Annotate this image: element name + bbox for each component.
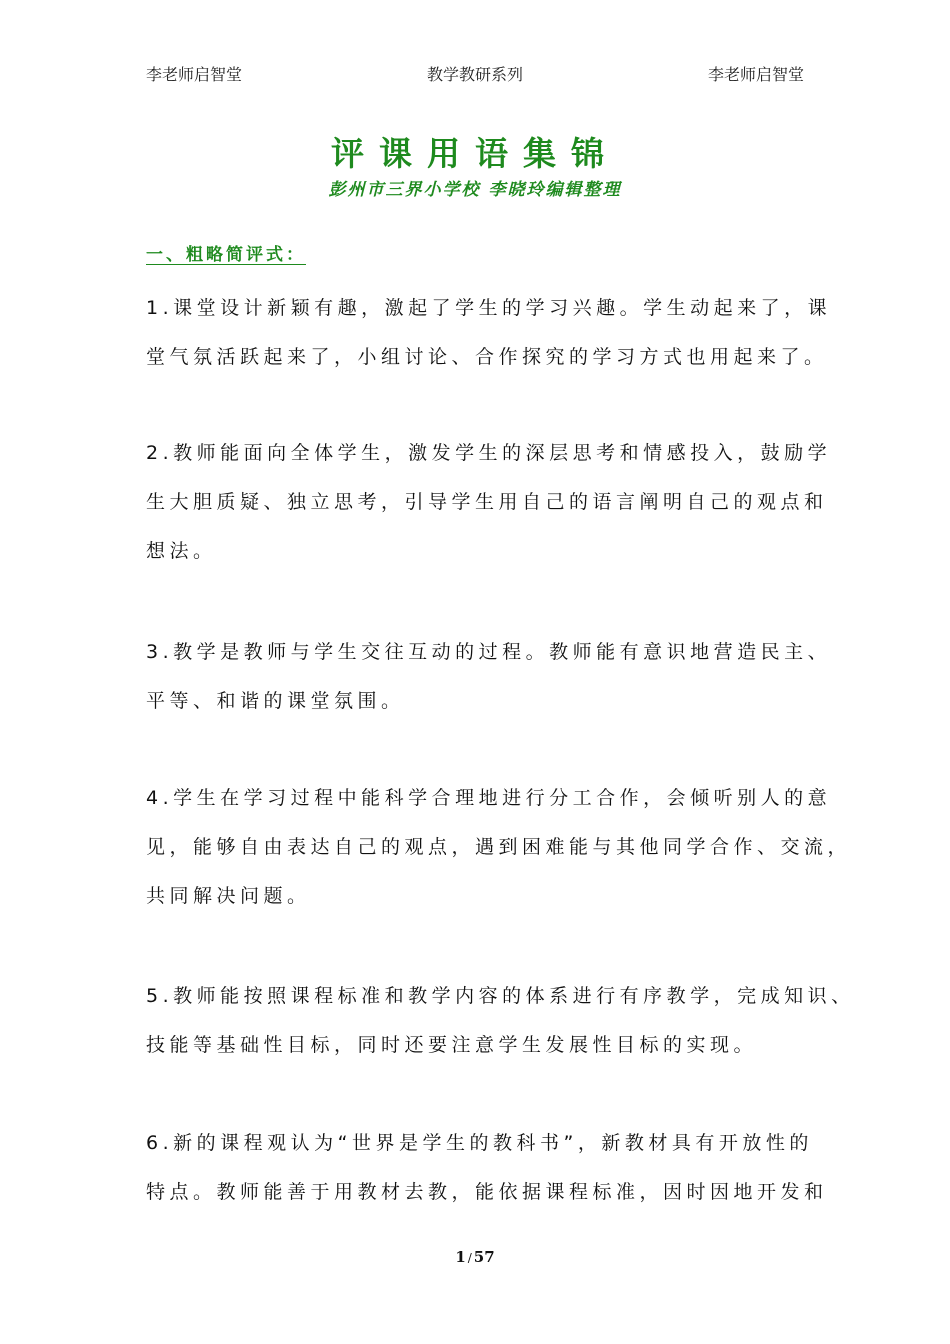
paragraph-4 bbox=[146, 774, 852, 921]
page-number bbox=[0, 1248, 950, 1266]
paragraph-line: 技能等基础性目标，同时还要注意学生发展性目标的实现。 bbox=[146, 1034, 758, 1056]
paragraph-line: 6.新的课程观认为“世界是学生的教科书”，新教材具有开放性的 bbox=[146, 1132, 813, 1154]
paragraph-line: 见，能够自由表达自己的观点，遇到困难能与其他同学合作、交流， bbox=[146, 836, 852, 858]
document-subtitle: 彭州市三界小学校 李晓玲编辑整理 bbox=[328, 180, 622, 200]
header-center-text: 教学教研系列 bbox=[426, 65, 523, 84]
paragraph-line: 4.学生在学习过程中能科学合理地进行分工合作，会倾听别人的意 bbox=[146, 787, 832, 809]
header-right-text: 李老师启智堂 bbox=[707, 65, 804, 84]
document-title: 评课用语集锦 bbox=[331, 134, 619, 173]
page-header bbox=[0, 62, 950, 88]
paragraph-5 bbox=[146, 972, 855, 1070]
paragraph-line: 堂气氛活跃起来了，小组讨论、合作探究的学习方式也用起来了。 bbox=[146, 346, 828, 368]
paragraph-line: 平等、和谐的课堂氛围。 bbox=[146, 690, 405, 712]
section-heading: 一、粗略简评式： bbox=[146, 245, 306, 265]
paragraph-line: 想法。 bbox=[146, 540, 217, 562]
paragraph-line: 1.课堂设计新颖有趣，激起了学生的学习兴趣。学生动起来了，课 bbox=[146, 297, 832, 319]
paragraph-line: 特点。教师能善于用教材去教，能依据课程标准，因时因地开发和 bbox=[146, 1181, 828, 1203]
paragraph-line: 2.教师能面向全体学生，激发学生的深层思考和情感投入，鼓励学 bbox=[146, 442, 832, 464]
header-left-text: 李老师启智堂 bbox=[146, 65, 243, 84]
paragraph-6 bbox=[146, 1119, 846, 1217]
paragraph-line: 3.教学是教师与学生交往互动的过程。教师能有意识地营造民主、 bbox=[146, 641, 832, 663]
total-pages-number: 57 bbox=[473, 1248, 495, 1266]
current-page-number: 1 bbox=[455, 1248, 466, 1266]
page-separator: / bbox=[467, 1251, 472, 1265]
paragraph-line: 共同解决问题。 bbox=[146, 885, 311, 907]
paragraph-line: 5.教师能按照课程标准和教学内容的体系进行有序教学，完成知识、 bbox=[146, 985, 855, 1007]
paragraph-line: 生大胆质疑、独立思考，引导学生用自己的语言阐明自己的观点和 bbox=[146, 491, 828, 513]
paragraph-1 bbox=[146, 284, 846, 382]
paragraph-3 bbox=[146, 628, 846, 726]
paragraph-2 bbox=[146, 429, 846, 576]
